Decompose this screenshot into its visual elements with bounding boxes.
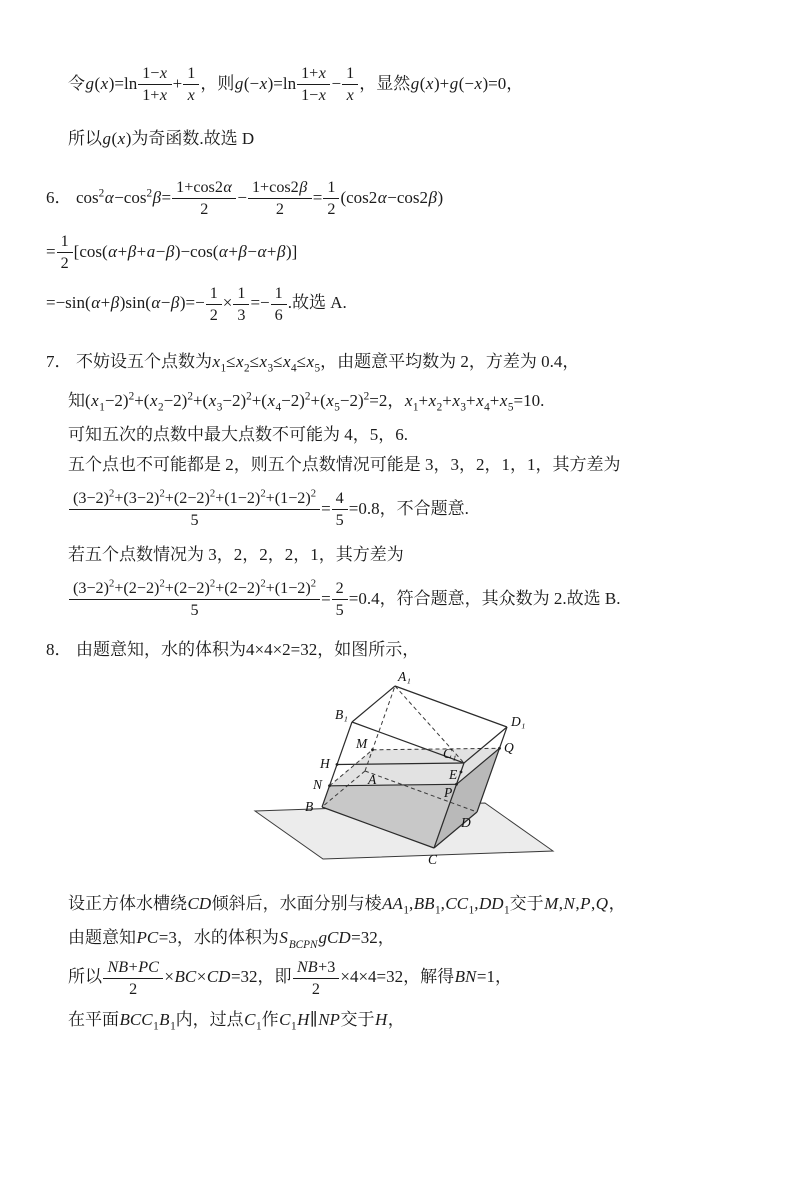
item-7-line-4 [68, 452, 764, 478]
item-6-number: 6． [46, 187, 72, 207]
formula-text: 由题意知，水的体积为4×4×2=32，如图所示， [76, 639, 420, 659]
item-8-line-4 [68, 958, 764, 1000]
point-N [328, 784, 331, 787]
figure-container [242, 667, 764, 877]
item-8-line-5 [68, 1007, 764, 1033]
point-H [336, 763, 339, 766]
point-E [460, 771, 463, 774]
formula-text: 若五个点数情况为 3，2，2，2，1，其方差为 [68, 545, 404, 565]
formula-text: $\cos^2\alpha-\cos^2\beta=$ $\frac{1+\cos 2\alpha}{2}$ − $\frac{1+\cos 2\beta}{2}$ = $\frac{1}{2}$ (cos2α−cos2β) [76, 179, 444, 219]
sol5-line-1 [68, 64, 764, 106]
item-6-line-2 [46, 232, 764, 274]
point-P [455, 783, 458, 786]
item-6-line-1 [46, 178, 764, 220]
label-D1: D₁ [511, 713, 526, 729]
formula-text: 由题意知PC=3，水的体积为$S_{BCPN}gCD=32$， [68, 928, 395, 951]
label-C1: C₁ [443, 745, 457, 761]
item-8-number: 8． [46, 639, 72, 659]
item-7-line-3 [68, 422, 764, 448]
item-7-line-2 [68, 388, 764, 414]
formula-text: 五个点也不可能都是 2，则五个点数情况可能是 3，3，2，1，1，其方差为 [68, 455, 621, 475]
label-C: C [428, 851, 438, 867]
label-E: E [449, 766, 458, 782]
item-8-line-2 [68, 891, 764, 917]
label-P: P [444, 784, 453, 800]
label-A: A [368, 771, 377, 787]
item-8-line-1 [46, 637, 764, 663]
label-N: N [313, 776, 323, 792]
formula-text: 在平面$BCC_1B_1$内，过点$C_1$作$C_1H\parallel NP$交于H， [68, 1010, 405, 1033]
item-7-line-6 [68, 542, 764, 568]
formula-text: 不妨设五个点数为$x_1\le x_2\le x_3\le x_4\le x_5$，由题意平均数为 2，方差为 0.4， [76, 352, 580, 375]
label-M: M [356, 735, 368, 751]
formula-text: 所以 $\frac{NB+PC}{2}$ ×BC×CD=32，即 $\frac{NB+3}{2}$ ×4×4=32，解得BN=1， [68, 958, 512, 998]
formula-text: 可知五次的点数中最大点数不可能为 4，5，6. [68, 425, 408, 445]
point-M [371, 748, 374, 751]
formula-text: 设正方体水槽绕CD倾斜后，水面分别与棱$AA_1,BB_1,CC_1,DD_1$交于M,N,P,Q， [68, 893, 626, 917]
item-7-line-5 [68, 489, 764, 531]
formula-text: $\frac{(3-2)^2+(3-2)^2+(2-2)^2+(1-2)^2+(1-2)^2}{5}$ = $\frac{4}{5}$ =0.8，不合题意. [68, 499, 469, 518]
formula-text: = $\frac{1}{2}$ [cos(α+β+a−β)−cos(α+β−α+β)] [46, 232, 298, 273]
item-7-line-7 [68, 579, 764, 621]
item-7-number: 7． [46, 352, 72, 372]
item-7-line-1 [46, 349, 764, 375]
formula-text: $\frac{(3-2)^2+(2-2)^2+(2-2)^2+(2-2)^2+(1-2)^2}{5}$ = $\frac{2}{5}$ =0.4，符合题意，其众数为 2.故选 B. [68, 589, 620, 608]
label-H: H [320, 755, 330, 771]
item-6-line-3 [46, 284, 764, 326]
formula-text: 令g(x)=ln $\frac{1-x}{1+x}$ + $\frac{1}{x}$ ，则g(−x)=ln $\frac{1+x}{1-x}$ − $\frac{1}{x}$ ，显然g(x)+g(−x)=0， [68, 65, 524, 105]
label-D: D [461, 814, 471, 830]
formula-text: 知$(x_1-2)^2+(x_2-2)^2+(x_3-2)^2+(x_4-2)^2+(x_5-2)^2=2$，$x_1+x_2+x_3+x_4+x_5=10$. [68, 390, 545, 414]
sol5-line-2 [68, 126, 764, 152]
label-B: B [305, 798, 314, 814]
item-8-line-3 [68, 925, 764, 951]
point-Q [498, 747, 501, 750]
formula-text: =−sin(α+β)sin(α−β)=− $\frac{1}{2}$ × $\frac{1}{3}$ =− $\frac{1}{6}$ .故选 A. [46, 284, 347, 324]
cube-water-figure [242, 667, 572, 872]
formula-text: 所以g(x)为奇函数.故选 D [68, 128, 255, 148]
label-B1: B₁ [335, 706, 348, 722]
edge-A1-D1 [395, 686, 507, 727]
label-A1: A₁ [398, 668, 411, 684]
label-Q: Q [504, 739, 514, 755]
